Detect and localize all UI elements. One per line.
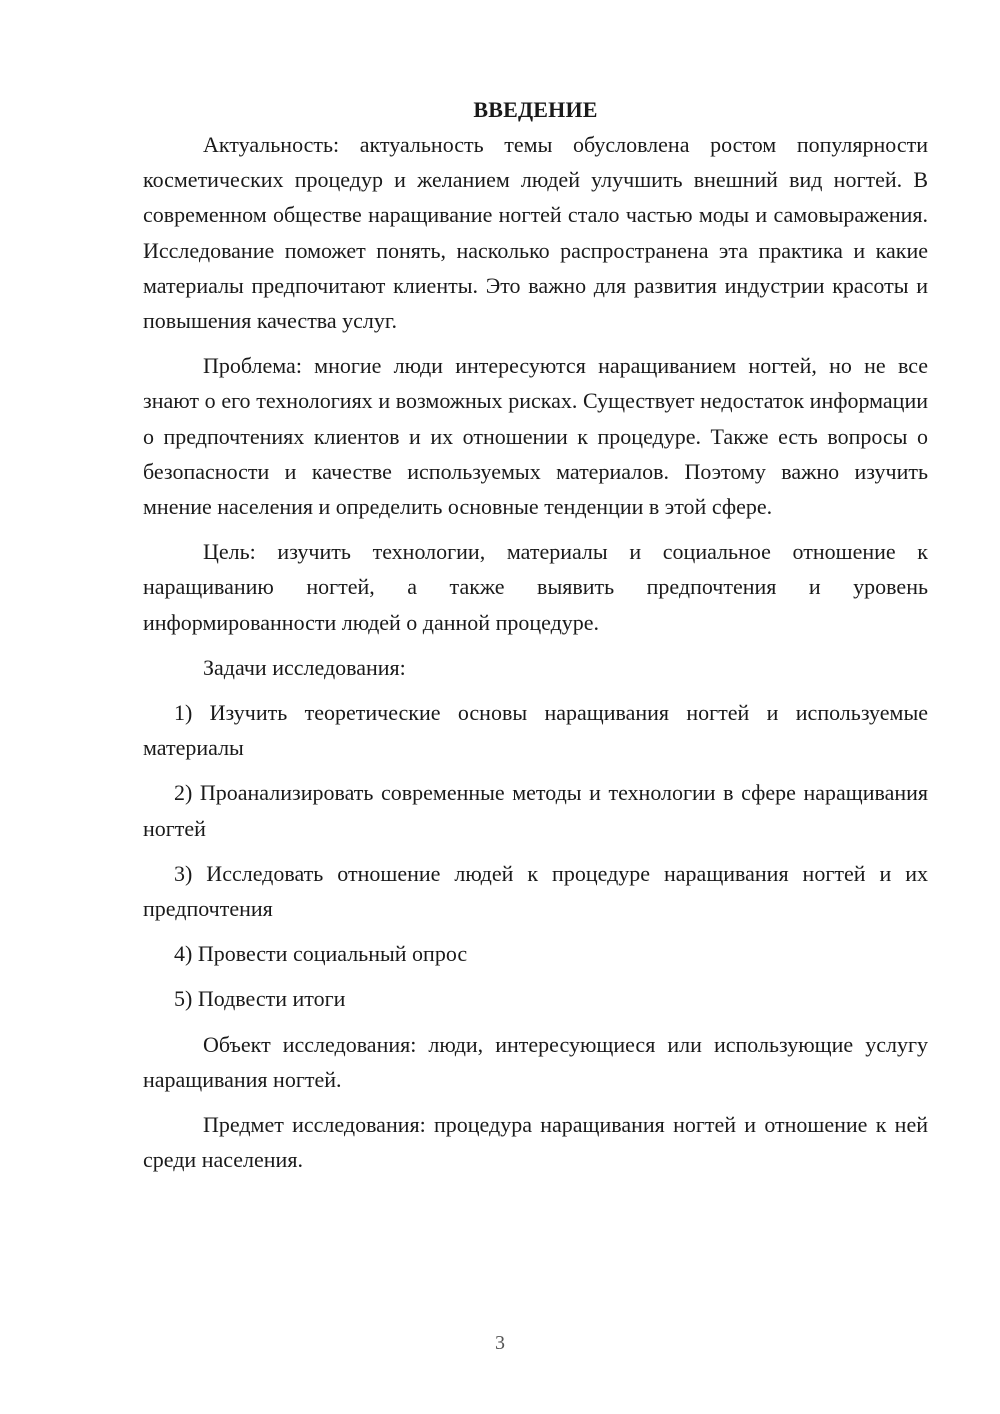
relevance-paragraph: Актуальность: актуальность темы обусловлена ростом популярности косметических процедур и желанием людей улучшить внешний вид ногтей. В современном обществе наращивание ногтей стало частью моды и самовыражения. Исследование поможет понять, насколько распространена эта практика и какие материалы предпочитают клиенты. Это важно для развития индустрии красоты и повышения качества услуг. xyxy=(143,132,928,334)
task-item-3: 3) Исследовать отношение людей к процедуре наращивания ногтей и их предпочтения xyxy=(143,860,928,922)
object-paragraph: Объект исследования: люди, интересующиеся или использующие услугу наращивания ногтей. xyxy=(143,1031,928,1092)
section-title: ВВЕДЕНИЕ xyxy=(473,97,598,122)
task-item-2: 2) Проанализировать современные методы и технологии в сфере наращивания ногтей xyxy=(143,780,928,841)
problem-paragraph: Проблема: многие люди интересуются наращиванием ногтей, но не все знают о его технологиях и возможных рисках. Существует недостаток информации о предпочтениях клиентов и их отношении к процедуре. Также есть вопросы о безопасности и качестве используемых материалов. Поэтому важно изучить мнение населения и определить основные тенденции в этой сфере. xyxy=(143,353,928,520)
page-number: 3 xyxy=(495,1332,505,1354)
tasks-heading: Задачи исследования: xyxy=(203,654,406,680)
task-item-5: 5) Подвести итоги xyxy=(174,986,346,1012)
goal-paragraph: Цель: изучить технологии, материалы и социальное отношение к наращиванию ногтей, а также выявить предпочтения и уровень информированности людей о данной процедуре. xyxy=(143,539,928,635)
task-item-4: 4) Провести социальный опрос xyxy=(174,941,468,967)
task-item-1: 1) Изучить теоретические основы наращивания ногтей и используемые материалы xyxy=(143,700,928,761)
subject-paragraph: Предмет исследования: процедура наращивания ногтей и отношение к ней среди населения. xyxy=(143,1112,928,1173)
document-page xyxy=(143,92,928,1187)
